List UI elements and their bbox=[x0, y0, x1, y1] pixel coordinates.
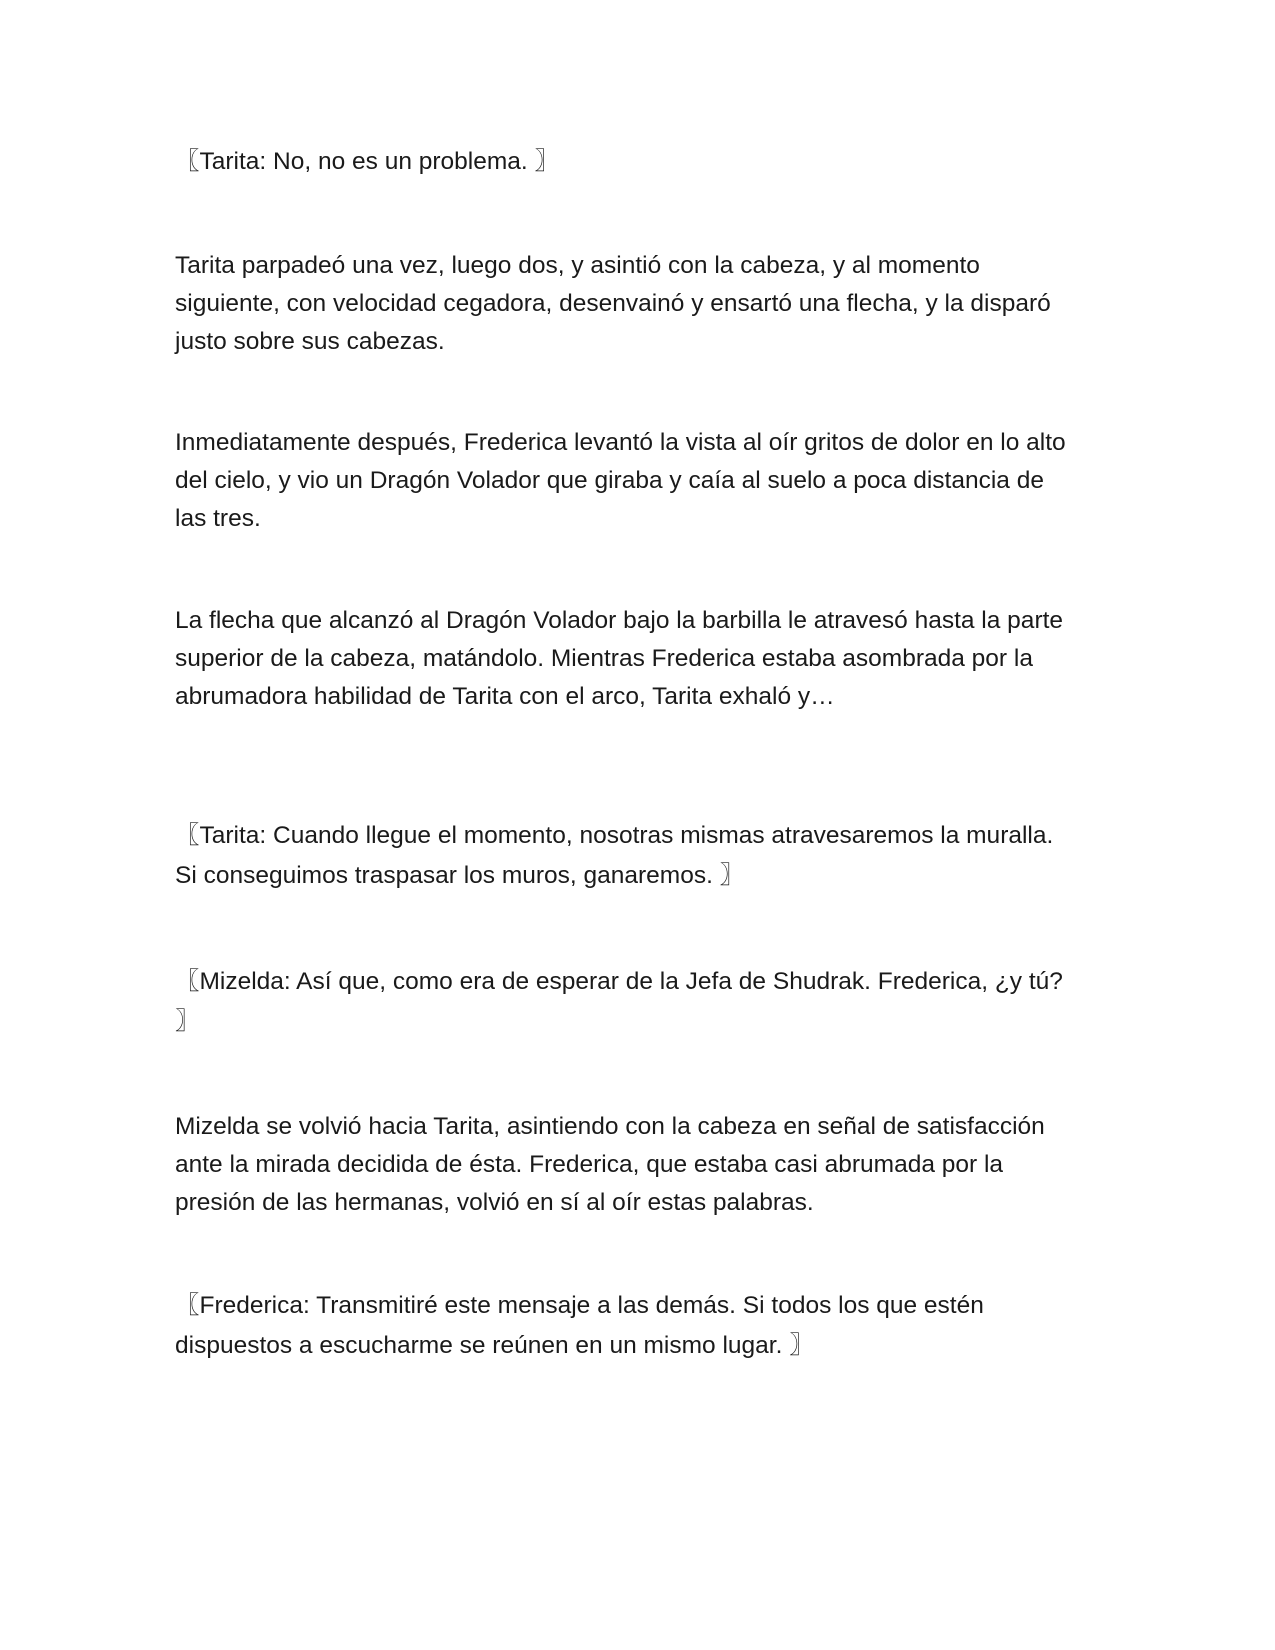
narration-paragraph-1: Tarita parpadeó una vez, luego dos, y asintió con la cabeza, y al momento siguiente, con velocidad cegadora, desenvainó y ensartó una flecha, y la disparó justo sobre sus cabezas. bbox=[175, 252, 1051, 355]
narration-paragraph-2: Inmediatamente después, Frederica levantó la vista al oír gritos de dolor en lo alto del cielo, y vio un Dragón Volador que giraba y caía al suelo a poca distancia de las tres. bbox=[175, 429, 1066, 532]
narration-paragraph-3: La flecha que alcanzó al Dragón Volador bajo la barbilla le atravesó hasta la parte superior de la cabeza, matándolo. Mientras Frederica estaba asombrada por la abrumadora habilidad de Tarita con el arco, Tarita exhaló y… bbox=[175, 607, 1064, 710]
dialogue-frederica: 〖Frederica: Transmitiré este mensaje a las demás. Si todos los que estén dispuestos a escucharme se reúnen en un mismo lugar. 〗 bbox=[175, 1292, 984, 1359]
dialogue-tarita-2: 〖Tarita: Cuando llegue el momento, nosotras mismas atravesaremos la muralla. Si conseguimos traspasar los muros, ganaremos. 〗 bbox=[175, 822, 1054, 889]
narration-paragraph-4: Mizelda se volvió hacia Tarita, asintiendo con la cabeza en señal de satisfacción ante la mirada decidida de ésta. Frederica, que estaba casi abrumada por la presión de las hermanas, volvió en sí al oír estas palabras. bbox=[175, 1113, 1045, 1216]
dialogue-tarita-1: 〖Tarita: No, no es un problema. 〗 bbox=[175, 148, 560, 175]
dialogue-mizelda: 〖Mizelda: Así que, como era de esperar de la Jefa de Shudrak. Frederica, ¿y tú? 〗 bbox=[175, 968, 1063, 1035]
